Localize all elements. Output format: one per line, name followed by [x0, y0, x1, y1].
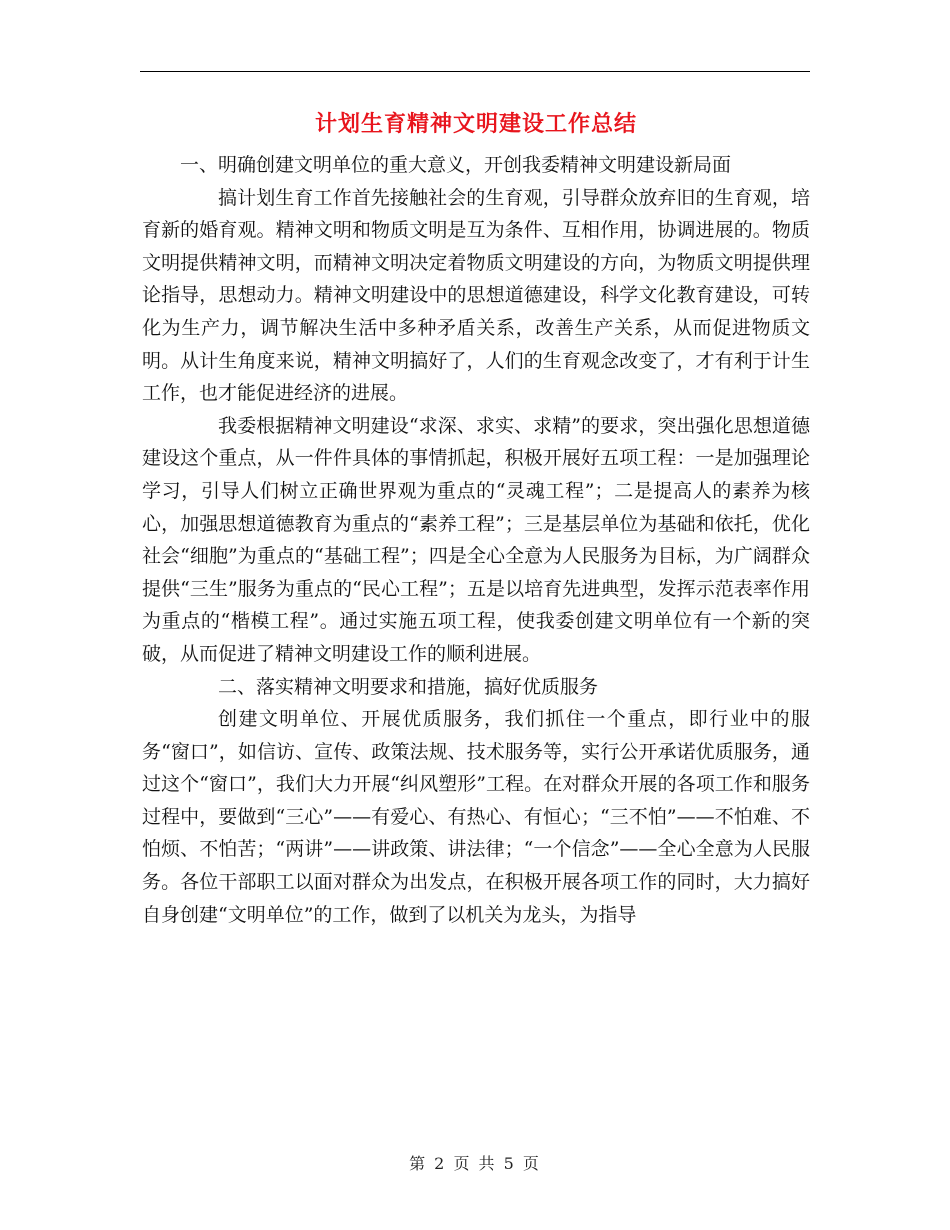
section-heading-2: 二、落实精神文明要求和措施，搞好优质服务: [218, 675, 599, 698]
paragraph-3: 创建文明单位、开展优质服务，我们抓住一个重点，即行业中的服务“窗口”，如信访、宣传、政策法规、技术服务等，实行公开承诺优质服务，通过这个“窗口”，我们大力开展“纠风塑形”工程。在对群众开展的各项工作和服务过程中，要做到“三心”——有爱心、有热心、有恒心；“三不怕”——不怕难、不怕烦、不怕苦；“两讲”——讲政策、讲法律；“一个信念”——全心全意为人民服务。各位干部职工以面对群众为出发点，在积极开展各项工作的同时，大力搞好自身创建“文明单位”的工作，做到了以机关为龙头，为指导: [142, 708, 810, 926]
section-heading-1: 一、明确创建文明单位的重大意义，开创我委精神文明建设新局面: [180, 154, 732, 176]
document-body: [142, 105, 810, 931]
header-rule: [140, 71, 810, 72]
document-title: 计划生育精神文明建设工作总结: [314, 112, 637, 137]
paragraph-1: 搞计划生育工作首先接触社会的生育观，引导群众放弃旧的生育观，培育新的婚育观。精神文明和物质文明是互为条件、互相作用，协调进展的。物质文明提供精神文明，而精神文明决定着物质文明建设的方向，为物质文明提供理论指导，思想动力。精神文明建设中的思想道德建设，科学文化教育建设，可转化为生产力，调节解决生活中多种矛盾关系，改善生产关系，从而促进物质文明。从计生角度来说，精神文明搞好了，人们的生育观念改变了，才有利于计生工作，也才能促进经济的进展。: [142, 186, 810, 405]
paragraph-2: 我委根据精神文明建设“求深、求实、求精”的要求，突出强化思想道德建设这个重点，从一件件具体的事情抓起，积极开展好五项工程：一是加强理论学习，引导人们树立正确世界观为重点的“灵魂工程”；二是提高人的素养为核心，加强思想道德教育为重点的“素养工程”；三是基层单位为基础和依托，优化社会“细胞”为重点的“基础工程”；四是全心全意为人民服务为目标，为广阔群众提供“三生”服务为重点的“民心工程”；五是以培育先进典型，发挥示范表率作用为重点的“楷模工程”。通过实施五项工程，使我委创建文明单位有一个新的突破，从而促进了精神文明建设工作的顺利进展。: [142, 414, 810, 665]
page-number: 第 2 页 共 5 页: [409, 1154, 541, 1173]
